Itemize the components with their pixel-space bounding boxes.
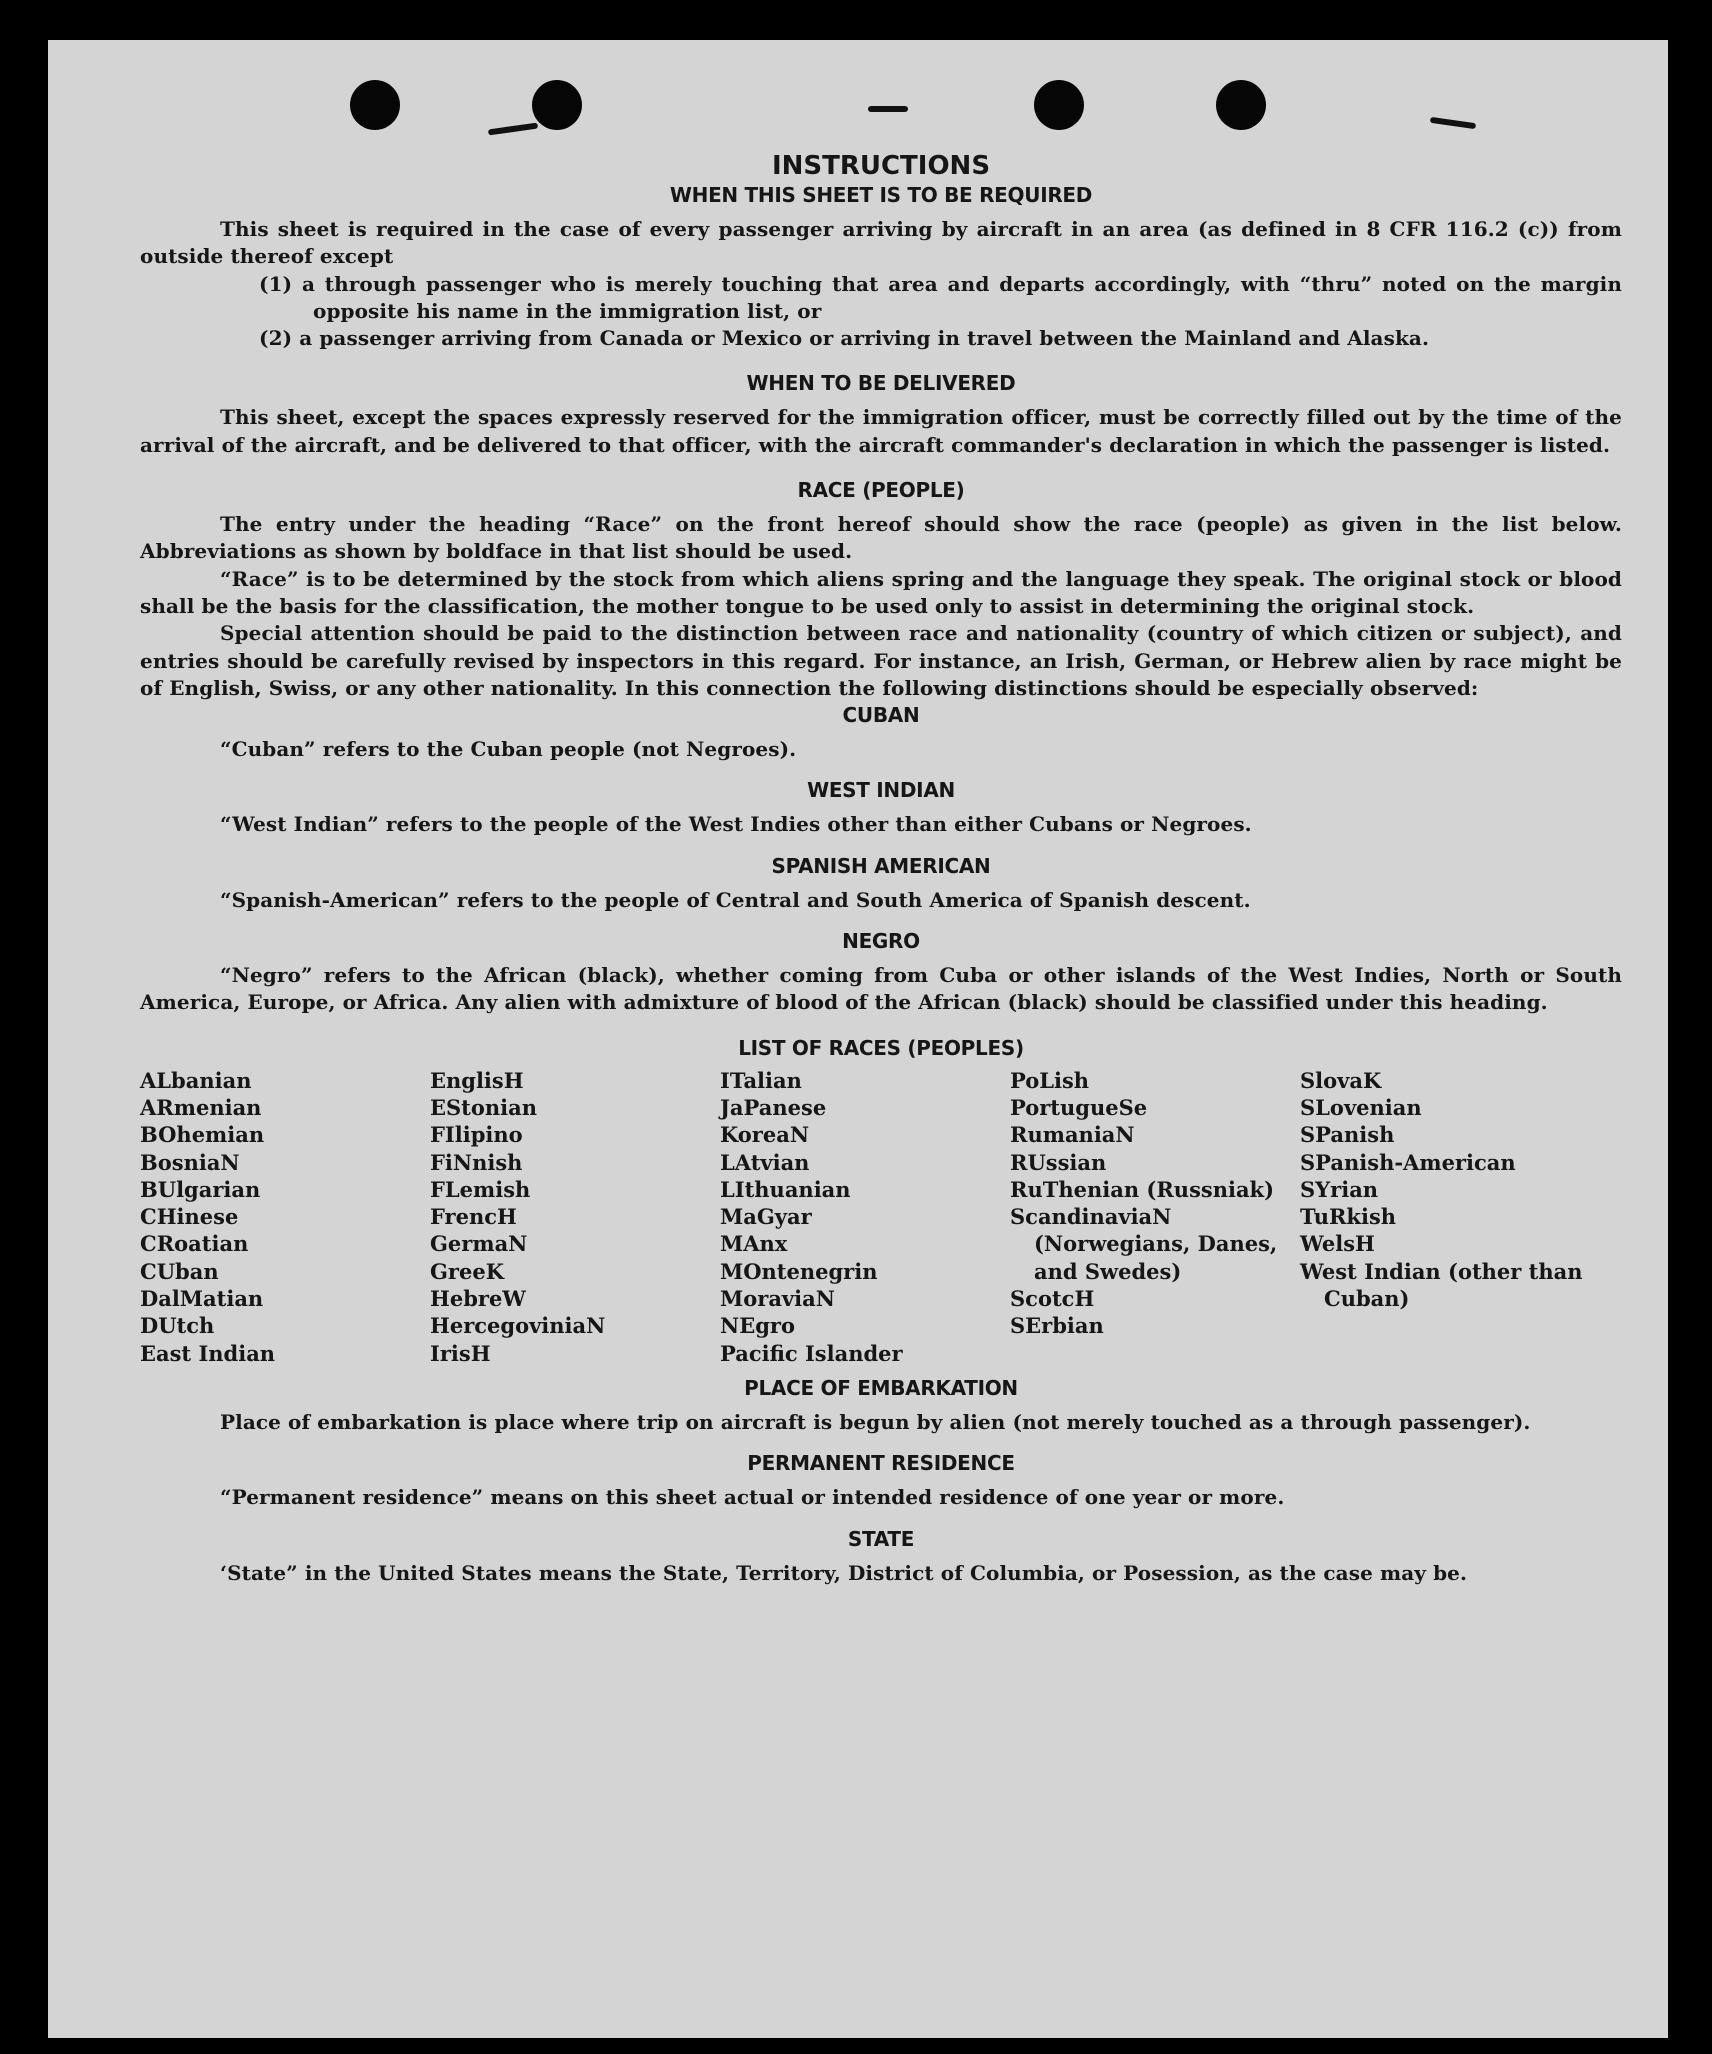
race-item: JaPanese — [720, 1094, 827, 1120]
race-item: SYrian — [1300, 1176, 1379, 1202]
race-item: CRoatian — [140, 1231, 249, 1257]
document-page — [48, 40, 1668, 2038]
race-item: CHinese — [140, 1204, 239, 1230]
race-item: ITalian — [720, 1067, 802, 1093]
race-item: GermaN — [430, 1231, 528, 1257]
race-item: LAtvian — [720, 1149, 810, 1175]
race-item: BUlgarian — [140, 1176, 261, 1202]
race-item: RUssian — [1010, 1149, 1107, 1175]
race-item: LIthuanian — [720, 1176, 851, 1202]
punch-hole — [350, 80, 400, 130]
race-item: ScotcH — [1010, 1286, 1095, 1312]
race-item: RuThenian (Russniak) — [1010, 1176, 1275, 1202]
race-item: DUtch — [140, 1313, 215, 1339]
race-item: PoLish — [1010, 1067, 1090, 1093]
race-item: WelsH — [1300, 1231, 1375, 1257]
races-column — [1010, 1067, 1300, 1367]
pen-mark — [488, 123, 538, 136]
heading-state: STATE — [847, 1526, 915, 1551]
race-item: HebreW — [430, 1286, 526, 1312]
race-item: ScandinaviaN (Norwegians, Danes, and Swedes) — [1010, 1204, 1278, 1284]
race-item: PortugueSe — [1010, 1094, 1148, 1120]
punch-hole — [532, 80, 582, 130]
race-item: SPanish-American — [1300, 1149, 1516, 1175]
race-item: HercegoviniaN — [430, 1313, 606, 1339]
heading-negro: NEGRO — [842, 929, 920, 954]
paragraph-negro: “Negro” refers to the African (black), whether coming from Cuba or other islands of the West Indies, North or South America, Europe, or Africa. Any alien with admixture of blood of the African (black) should be classified under this heading. — [140, 963, 1622, 1015]
paragraph-race-1: The entry under the heading “Race” on the front hereof should show the race (people) as given in the list below. Abbreviations as shown by boldface in that list should be used. — [140, 512, 1622, 564]
race-item: ALbanian — [140, 1067, 252, 1093]
pen-mark — [868, 106, 908, 112]
instructions-body — [140, 150, 1622, 1587]
paragraph-state: ‘State” in the United States means the State, Territory, District of Columbia, or Posession, as the case may be. — [220, 1560, 1468, 1585]
races-list — [140, 1067, 1622, 1367]
race-item: GreeK — [430, 1258, 504, 1284]
paragraph-embarkation: Place of embarkation is place where trip on aircraft is begun by alien (not merely touched as a through passenger). — [220, 1409, 1531, 1434]
race-item: BOhemian — [140, 1122, 265, 1148]
paragraph-spanish-american: “Spanish-American” refers to the people of Central and South America of Spanish descent. — [220, 887, 1251, 912]
race-item: FiNnish — [430, 1149, 523, 1175]
race-item: SPanish — [1300, 1122, 1395, 1148]
paragraph-west-indian: “West Indian” refers to the people of the West Indies other than either Cubans or Negroes. — [220, 812, 1252, 837]
paragraph-permanent-residence: “Permanent residence” means on this sheet actual or intended residence of one year or more. — [220, 1485, 1285, 1510]
race-item: FrencH — [430, 1204, 517, 1230]
race-item: MoraviaN — [720, 1286, 835, 1312]
race-item: SLovenian — [1300, 1094, 1422, 1120]
heading-when-delivered: WHEN TO BE DELIVERED — [746, 371, 1016, 396]
races-column — [1300, 1067, 1590, 1367]
race-item: RumaniaN — [1010, 1122, 1135, 1148]
heading-embarkation: PLACE OF EMBARKATION — [744, 1375, 1018, 1400]
race-item: SlovaK — [1300, 1067, 1382, 1093]
page-title: INSTRUCTIONS — [771, 151, 991, 181]
races-column — [720, 1067, 1010, 1367]
race-item: MaGyar — [720, 1204, 812, 1230]
race-item: ARmenian — [140, 1094, 262, 1120]
paragraph-race-3: Special attention should be paid to the distinction between race and nationality (country of which citizen or subject), and entries should be carefully revised by inspectors in this regard. For instance, an Irish, German, or Hebrew alien by race might be of English, Swiss, or any other nationality. In this connection the following distinctions should be especially observed: — [140, 621, 1622, 700]
exception-item-1: (1) a through passenger who is merely touching that area and departs accordingly, with “thru” noted on the margin opposite his name in the immigration list, or — [259, 271, 1622, 323]
heading-spanish-american: SPANISH AMERICAN — [771, 853, 991, 878]
punch-hole — [1216, 80, 1266, 130]
heading-when-required: WHEN THIS SHEET IS TO BE REQUIRED — [669, 183, 1093, 207]
heading-race: RACE (PEOPLE) — [797, 478, 965, 503]
races-column — [140, 1067, 430, 1367]
race-item: BosniaN — [140, 1149, 240, 1175]
race-item: MAnx — [720, 1231, 788, 1257]
race-item: FIlipino — [430, 1122, 523, 1148]
paragraph-race-2: “Race” is to be determined by the stock from which aliens spring and the language they speak. The original stock or blood shall be the basis for the classification, the mother tongue to be used only to assist in determining the original stock. — [140, 566, 1622, 618]
race-item: West Indian (other than Cuban) — [1300, 1258, 1583, 1312]
paragraph-cuban: “Cuban” refers to the Cuban people (not Negroes). — [220, 737, 797, 762]
race-item: EnglisH — [430, 1067, 524, 1093]
race-item: CUban — [140, 1258, 219, 1284]
punch-hole — [1034, 80, 1084, 130]
races-column — [430, 1067, 720, 1367]
race-item: FLemish — [430, 1176, 531, 1202]
paragraph-when-delivered: This sheet, except the spaces expressly reserved for the immigration officer, must be correctly filled out by the time of the arrival of the aircraft, and be delivered to that officer, with the aircraft commander's declaration in which the passenger is listed. — [140, 405, 1622, 457]
race-item: IrisH — [430, 1340, 491, 1366]
race-item: SErbian — [1010, 1313, 1104, 1339]
heading-west-indian: WEST INDIAN — [807, 778, 955, 803]
pen-mark — [1430, 117, 1476, 129]
race-item: MOntenegrin — [720, 1258, 878, 1284]
race-item: NEgro — [720, 1313, 795, 1339]
race-item: Pacific Islander — [720, 1340, 903, 1366]
race-item: East Indian — [140, 1340, 276, 1366]
heading-races-list: LIST OF RACES (PEOPLES) — [738, 1035, 1024, 1060]
race-item: KoreaN — [720, 1122, 810, 1148]
exception-item-2: (2) a passenger arriving from Canada or Mexico or arriving in travel between the Mainland and Alaska. — [259, 326, 1430, 351]
paragraph-when-required: This sheet is required in the case of every passenger arriving by aircraft in an area (as defined in 8 CFR 116.2 (c)) from outside thereof except — [140, 217, 1622, 269]
race-item: TuRkish — [1300, 1204, 1397, 1230]
race-item: EStonian — [430, 1094, 537, 1120]
heading-cuban: CUBAN — [842, 703, 920, 728]
race-item: DalMatian — [140, 1286, 264, 1312]
heading-permanent-residence: PERMANENT RESIDENCE — [747, 1451, 1015, 1476]
